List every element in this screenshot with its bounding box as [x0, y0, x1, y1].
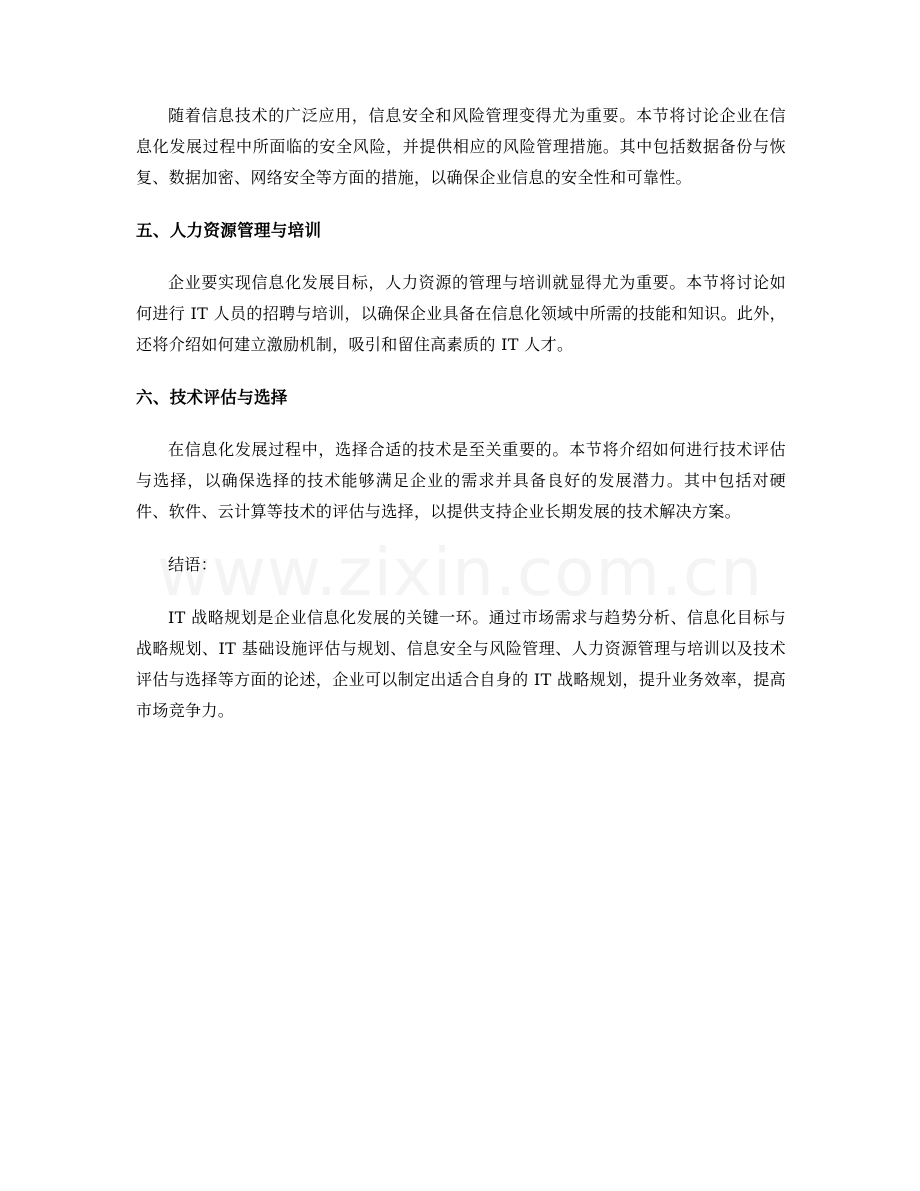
paragraph-hr: 企业要实现信息化发展目标，人力资源的管理与培训就显得尤为重要。本节将讨论如何进行 IT 人员的招聘与培训，以确保企业具备在信息化领域中所需的技能和知识。此外，还将介绍如何建立激励机制，吸引和留住高素质的 IT 人才。 — [136, 273, 786, 354]
section-heading-hr: 五、人力资源管理与培训 — [136, 221, 322, 240]
paragraph-conclusion: IT 战略规划是企业信息化发展的关键一环。通过市场需求与趋势分析、信息化目标与战略规划、IT 基础设施评估与规划、信息安全与风险管理、人力资源管理与培训以及技术评估与选择等方面的论述，企业可以制定出适合自身的 IT 战略规划，提升业务效率，提高市场竞争力。 — [136, 608, 786, 720]
document-body — [136, 100, 786, 726]
conclusion-label: 结语： — [168, 555, 218, 574]
paragraph-tech: 在信息化发展过程中，选择合适的技术是至关重要的。本节将介绍如何进行技术评估与选择，以确保选择的技术能够满足企业的需求并具备良好的发展潜力。其中包括对硬件、软件、云计算等技术的评估与选择，以提供支持企业长期发展的技术解决方案。 — [136, 440, 786, 521]
paragraph-security: 随着信息技术的广泛应用，信息安全和风险管理变得尤为重要。本节将讨论企业在信息化发展过程中所面临的安全风险，并提供相应的风险管理措施。其中包括数据备份与恢复、数据加密、网络安全等方面的措施，以确保企业信息的安全性和可靠性。 — [136, 106, 786, 187]
section-heading-tech: 六、技术评估与选择 — [136, 388, 288, 407]
